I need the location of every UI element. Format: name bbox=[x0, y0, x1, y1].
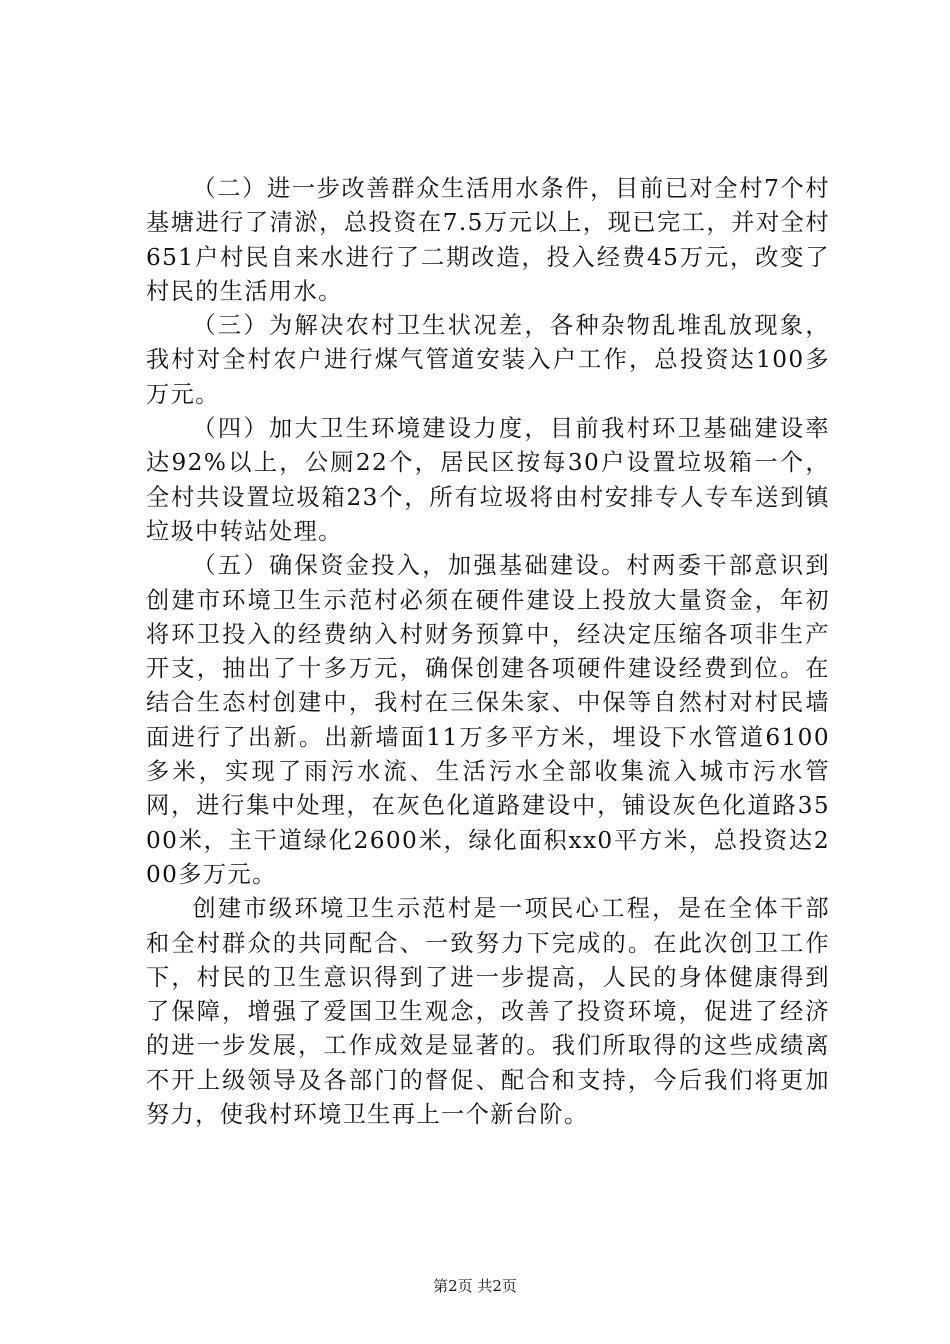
paragraph-gas-pipeline: （三）为解决农村卫生状况差，各种杂物乱堆乱放现象，我村对全村农户进行煤气管道安装入户工作，总投资达100多万元。 bbox=[146, 312, 830, 408]
paragraph-water-supply: （二）进一步改善群众生活用水条件，目前已对全村7个村基塘进行了清淤，总投资在7.5万元以上，现已完工，并对全村651户村民自来水进行了二期改造，投入经费45万元，改变了村民的生活用水。 bbox=[146, 175, 830, 305]
document-body bbox=[146, 172, 830, 1132]
paragraph-sanitation-facilities: （四）加大卫生环境建设力度，目前我村环卫基础建设率达92%以上，公厕22个，居民区按每30户设置垃圾箱一个，全村共设置垃圾箱23个，所有垃圾将由村安排专人专车送到镇垃圾中转站处理。 bbox=[146, 415, 830, 545]
page-number-footer: 第2页 共2页 bbox=[433, 1277, 517, 1295]
paragraph-conclusion: 创建市级环境卫生示范村是一项民心工程，是在全体干部和全村群众的共同配合、一致努力下完成的。在此次创卫工作下，村民的卫生意识得到了进一步提高，人民的身体健康得到了保障，增强了爱国卫生观念，改善了投资环境，促进了经济的进一步发展，工作成效是显著的。我们所取得的这些成绩离不开上级领导及各部门的督促、配合和支持，今后我们将更加努力，使我村环境卫生再上一个新台阶。 bbox=[146, 895, 830, 1129]
paragraph-funding: （五）确保资金投入，加强基础建设。村两委干部意识到创建市环境卫生示范村必须在硬件建设上投放大量资金，年初将环卫投入的经费纳入村财务预算中，经决定压缩各项非生产开支，抽出了十多万元，确保创建各项硬件建设经费到位。在结合生态村创建中，我村在三保朱家、中保等自然村对村民墙面进行了出新。出新墙面11万多平方米，埋设下水管道6100多米，实现了雨污水流、生活污水全部收集流入城市污水管网，进行集中处理，在灰色化道路建设中，铺设灰色化道路3500米，主干道绿化2600米，绿化面积xx0平方米，总投资达200多万元。 bbox=[146, 552, 830, 888]
